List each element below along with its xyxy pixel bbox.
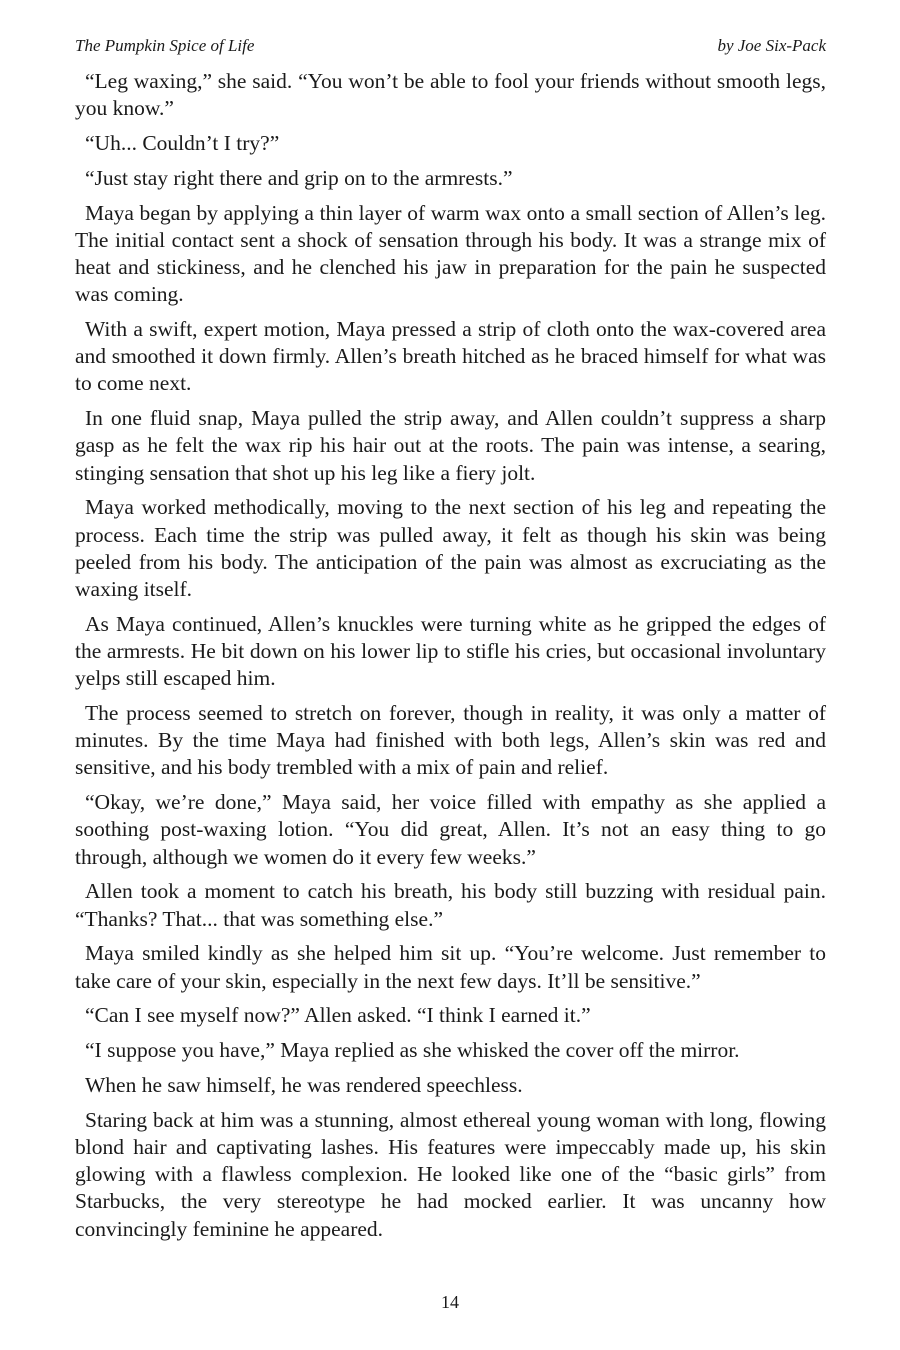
paragraph: Maya smiled kindly as she helped him sit up. “You’re welcome. Just remember to take care of your skin, especially in the next few days. It’ll be sensitive.”	[75, 941, 826, 993]
paragraph: “Leg waxing,” she said. “You won’t be able to fool your friends without smooth legs, you know.”	[75, 69, 826, 121]
paragraph: “Can I see myself now?” Allen asked. “I think I earned it.”	[85, 1003, 591, 1028]
paragraph: When he saw himself, he was rendered speechless.	[85, 1073, 523, 1098]
paragraph: Maya began by applying a thin layer of warm wax onto a small section of Allen’s leg. The initial contact sent a shock of sensation through his body. It was a strange mix of heat and stickiness, and he clenched his jaw in preparation for the pain he suspected was coming.	[75, 200, 826, 307]
running-header	[75, 34, 826, 58]
paragraph: In one fluid snap, Maya pulled the strip away, and Allen couldn’t suppress a sharp gasp as he felt the wax rip his hair out at the roots. The pain was intense, a searing, stinging sensation that shot up his leg like a fiery jolt.	[75, 406, 826, 485]
book-page	[75, 34, 826, 1250]
paragraph: “I suppose you have,” Maya replied as she whisked the cover off the mirror.	[85, 1038, 740, 1063]
paragraph: As Maya continued, Allen’s knuckles were turning white as he gripped the edges of the armrests. He bit down on his lower lip to stifle his cries, but occasional involuntary yelps still escaped him.	[75, 611, 826, 691]
author-byline: by Joe Six-Pack	[717, 36, 826, 55]
body-text	[75, 68, 826, 1243]
paragraph: With a swift, expert motion, Maya pressed a strip of cloth onto the wax-covered area and smoothed it down firmly. Allen’s breath hitched as he braced himself for what was to come next.	[75, 317, 826, 396]
paragraph: “Just stay right there and grip on to the armrests.”	[85, 165, 513, 190]
paragraph: “Uh... Couldn’t I try?”	[85, 131, 280, 155]
paragraph: Allen took a moment to catch his breath, his body still buzzing with residual pain. “Thanks? That... that was something else.”	[75, 879, 826, 931]
paragraph: Maya worked methodically, moving to the next section of his leg and repeating the process. Each time the strip was pulled away, it felt as though his skin was being peeled from his body. The anticipation of the pain was almost as excruciating as the waxing itself.	[75, 495, 826, 602]
paragraph: “Okay, we’re done,” Maya said, her voice filled with empathy as she applied a soothing post-waxing lotion. “You did great, Allen. It’s not an easy thing to go through, although we women do it every few weeks.”	[75, 790, 826, 869]
book-title: The Pumpkin Spice of Life	[75, 36, 255, 55]
page-number: 14	[441, 1292, 459, 1312]
paragraph: Staring back at him was a stunning, almost ethereal young woman with long, flowing blond hair and captivating lashes. His features were impeccably made up, his skin glowing with a flawless complexion. He looked like one of the “basic girls” from Starbucks, the very stereotype he had mocked earlier. It was uncanny how convincingly feminine he appeared.	[75, 1107, 826, 1241]
paragraph: The process seemed to stretch on forever, though in reality, it was only a matter of minutes. By the time Maya had finished with both legs, Allen’s skin was red and sensitive, and his body trembled with a mix of pain and relief.	[75, 701, 826, 780]
